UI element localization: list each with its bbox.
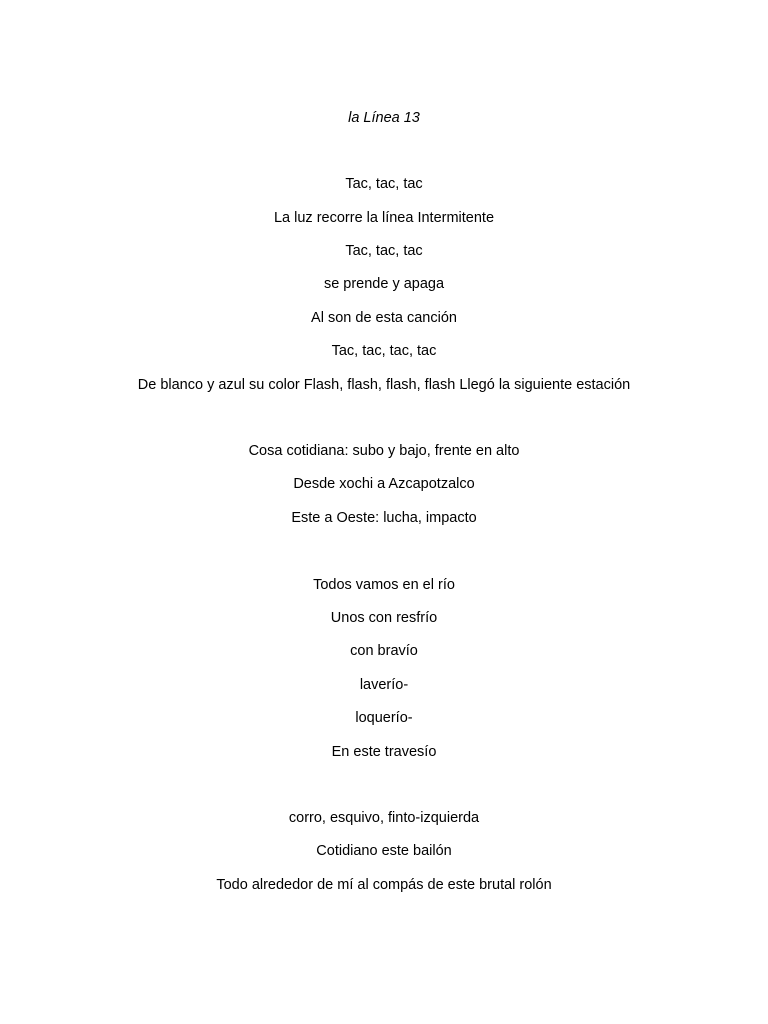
poem-line: laverío- [359,677,409,693]
poem-line: Al son de esta canción [311,310,457,326]
poem-line: Unos con resfrío [330,610,438,626]
poem-line: se prende y apaga [323,276,445,292]
poem-line: De blanco y azul su color Flash, flash, flash, flash Llegó la siguiente estación [137,377,631,393]
poem-line: Tac, tac, tac [345,243,423,259]
poem-line: Desde xochi a Azcapotzalco [293,476,475,492]
poem-line: loquerío- [355,710,413,726]
poem-line: Tac, tac, tac, tac [331,343,437,359]
poem-line: Este a Oeste: lucha, impacto [291,510,477,526]
poem-title: la Línea 13 [348,110,420,126]
poem-line: corro, esquivo, finto-izquierda [288,810,480,826]
poem-line: La luz recorre la línea Intermitente [273,210,495,226]
poem-line: con bravío [350,643,418,659]
poem-line: Todos vamos en el río [313,577,455,593]
poem-line: En este travesío [331,744,437,760]
poem-line: Todo alrededor de mí al compás de este brutal rolón [216,877,552,893]
poem-line: Tac, tac, tac [345,176,423,192]
poem-line: Cotidiano este bailón [316,843,452,859]
poem-line: Cosa cotidiana: subo y bajo, frente en alto [248,443,520,459]
